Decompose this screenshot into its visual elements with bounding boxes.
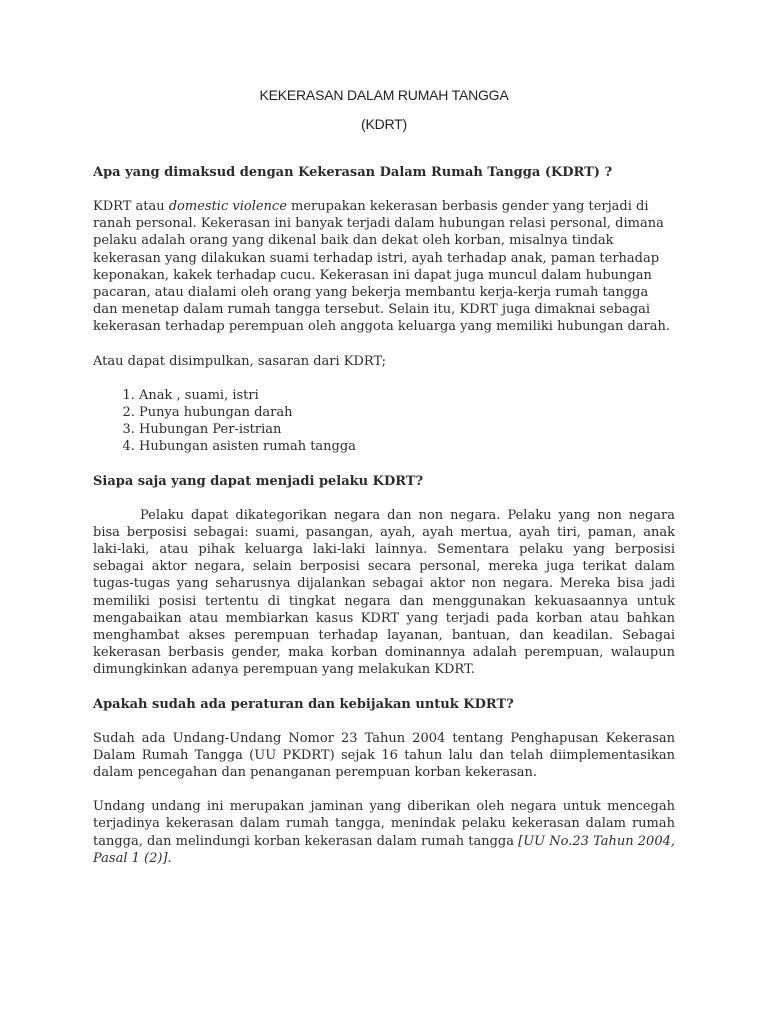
document-page (93, 86, 675, 867)
law-citation: [UU No.23 Tahun 2004, Pasal 1 (2)] (93, 833, 675, 866)
section-heading-definition: Apa yang dimaksud dengan Kekerasan Dalam Rumah Tangga (KDRT) ? (93, 165, 613, 180)
document-title: KEKERASAN DALAM RUMAH TANGGA (259, 87, 509, 103)
regulations-paragraph: Sudah ada Undang-Undang Nomor 23 Tahun 2004 tentang Penghapusan Kekerasan Dalam Rumah Tangga (UU PKDRT) sejak 16 tahun lalu dan telah diimplementasikan dalam pencegahan dan penanganan perempuan korban kekerasan. (93, 730, 675, 781)
definition-paragraph (93, 198, 675, 336)
law-guarantee-end: . (167, 850, 172, 866)
law-guarantee-text: Undang undang ini merupakan jaminan yang diberikan oleh negara untuk mencegah terjadinya kekerasan dalam rumah tangga, menindak pelaku kekerasan dalam rumah tangga, dan melindungi korban kekerasan dalam rumah tangga (93, 799, 675, 849)
summary-paragraph: Atau dapat disimpulkan, sasaran dari KDRT; (93, 353, 387, 369)
list-item: 2. Punya hubungan darah (139, 404, 675, 421)
list-item: 1. Anak , suami, istri (139, 387, 675, 404)
section-heading-regulations: Apakah sudah ada peraturan dan kebijakan untuk KDRT? (93, 696, 514, 712)
definition-italic-term: domestic violence (168, 199, 287, 214)
law-guarantee-paragraph (93, 798, 675, 867)
list-item: 3. Hubungan Per-istrian (139, 421, 675, 438)
document-subtitle: (KDRT) (361, 116, 407, 132)
list-item: 4. Hubungan asisten rumah tangga (139, 438, 675, 455)
definition-body: merupakan kekerasan berbasis gender yang terjadi di ranah personal. Kekerasan ini banyak terjadi dalam hubungan relasi personal, dimana pelaku adalah orang yang dikenal baik dan dekat oleh korban, misalnya tindak kekerasan yang dilakukan suami terhadap istri, ayah terhadap anak, paman terhadap keponakan, kakek terhadap cucu. Kekerasan ini dapat juga muncul dalam hubungan pacaran, atau dialami oleh orang yang bekerja membantu kerja-kerja rumah tangga dan menetap dalam rumah tangga tersebut. Selain itu, KDRT juga dimaknai sebagai kekerasan terhadap perempuan oleh anggota keluarga yang memiliki hubungan darah. (93, 199, 671, 335)
target-list (93, 387, 675, 456)
perpetrators-paragraph: Pelaku dapat dikategorikan negara dan non negara. Pelaku yang non negara bisa berposisi sebagai: suami, pasangan, ayah, ayah mertua, ayah tiri, paman, anak laki-laki, atau pihak keluarga laki-laki lainnya. Sementara pelaku yang berposisi sebagai aktor negara, selain berposisi secara personal, mereka juga terikat dalam tugas-tugas yang seharusnya dijalankan sebagai aktor non negara. Mereka bisa jadi memiliki posisi tertentu di tingkat negara dan menggunakan kekuasaannya untuk mengabaikan atau membiarkan kasus KDRT yang terjadi pada korban atau bahkan menghambat akses perempuan terhadap layanan, bantuan, dan keadilan. Sebagai kekerasan berbasis gender, maka korban dominannya adalah perempuan, walaupun dimungkinkan adanya perempuan yang melakukan KDRT. (93, 507, 675, 678)
section-heading-perpetrators: Siapa saja yang dapat menjadi pelaku KDRT? (93, 473, 424, 489)
definition-prefix: KDRT atau (93, 199, 169, 214)
